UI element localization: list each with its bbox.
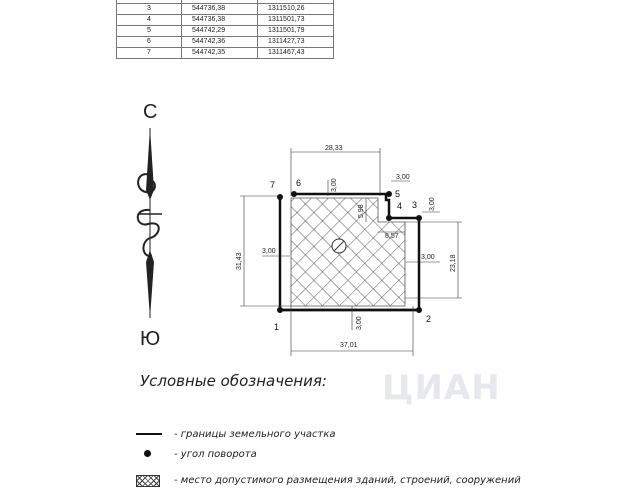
dim-offset-right: 3,00 [421,254,435,261]
y-coordinate-cell: 1311467,43 [258,48,334,59]
dim-top-width: 28,33 [325,145,343,152]
point-number-cell: 7 [117,48,182,59]
point-number-cell: 5 [117,26,182,37]
y-coordinate-cell: 1311510,26 [258,4,334,15]
y-coordinate-cell: 1311427,73 [258,37,334,48]
y-coordinate-cell: 1311501,79 [258,26,334,37]
north-arrow-icon [138,128,162,318]
dim-bottom-width: 37,01 [340,342,358,349]
dim-offset-right-step: 3,00 [429,197,436,211]
dim-offset-bottom: 3,00 [356,316,363,330]
boundary-line-icon [136,429,162,439]
point-label-3: 3 [412,200,418,210]
compass-north-label: С [143,101,158,123]
turn-point-dot-icon [136,449,162,459]
dim-offset-top-right: 3,00 [396,174,410,181]
legend-item-label: - границы земельного участка [174,428,336,440]
point-label-5: 5 [395,189,401,199]
dim-offset-top: 3,00 [331,178,338,192]
dim-offset-left: 3,00 [262,248,276,255]
point-label-1: 1 [274,322,280,332]
dim-left-height: 31,43 [236,252,243,270]
point-label-7: 7 [270,180,276,190]
hatch-pattern-icon [136,475,162,485]
x-coordinate-cell: 544736,38 [182,15,258,26]
legend-item-label: - место допустимого размещения зданий, строений, сооружений [174,474,521,486]
point-label-4: 4 [397,201,403,211]
legend-item-label: - угол поворота [174,448,257,460]
point-label-2: 2 [426,314,432,324]
compass-south-label: Ю [140,328,161,350]
legend-item-buildable [136,472,521,488]
dim-right-height: 23,18 [450,254,457,272]
point-label-6: 6 [296,178,302,188]
point-number-cell: 4 [117,15,182,26]
dim-notch-horizontal: 8,57 [385,233,399,240]
x-coordinate-cell: 544742,36 [182,37,258,48]
point-number-cell: 3 [117,4,182,15]
point-number-cell: 6 [117,37,182,48]
watermark: ЦИАН [382,368,501,408]
x-coordinate-cell: 544742,29 [182,26,258,37]
legend-item-turn-point [136,446,257,462]
y-coordinate-cell: 1311501,73 [258,15,334,26]
dim-notch-vertical: 5,98 [358,204,365,218]
legend-title: Условные обозначения: [140,372,327,390]
x-coordinate-cell: 544742,35 [182,48,258,59]
legend-item-boundary [136,426,336,442]
x-coordinate-cell: 544736,38 [182,4,258,15]
